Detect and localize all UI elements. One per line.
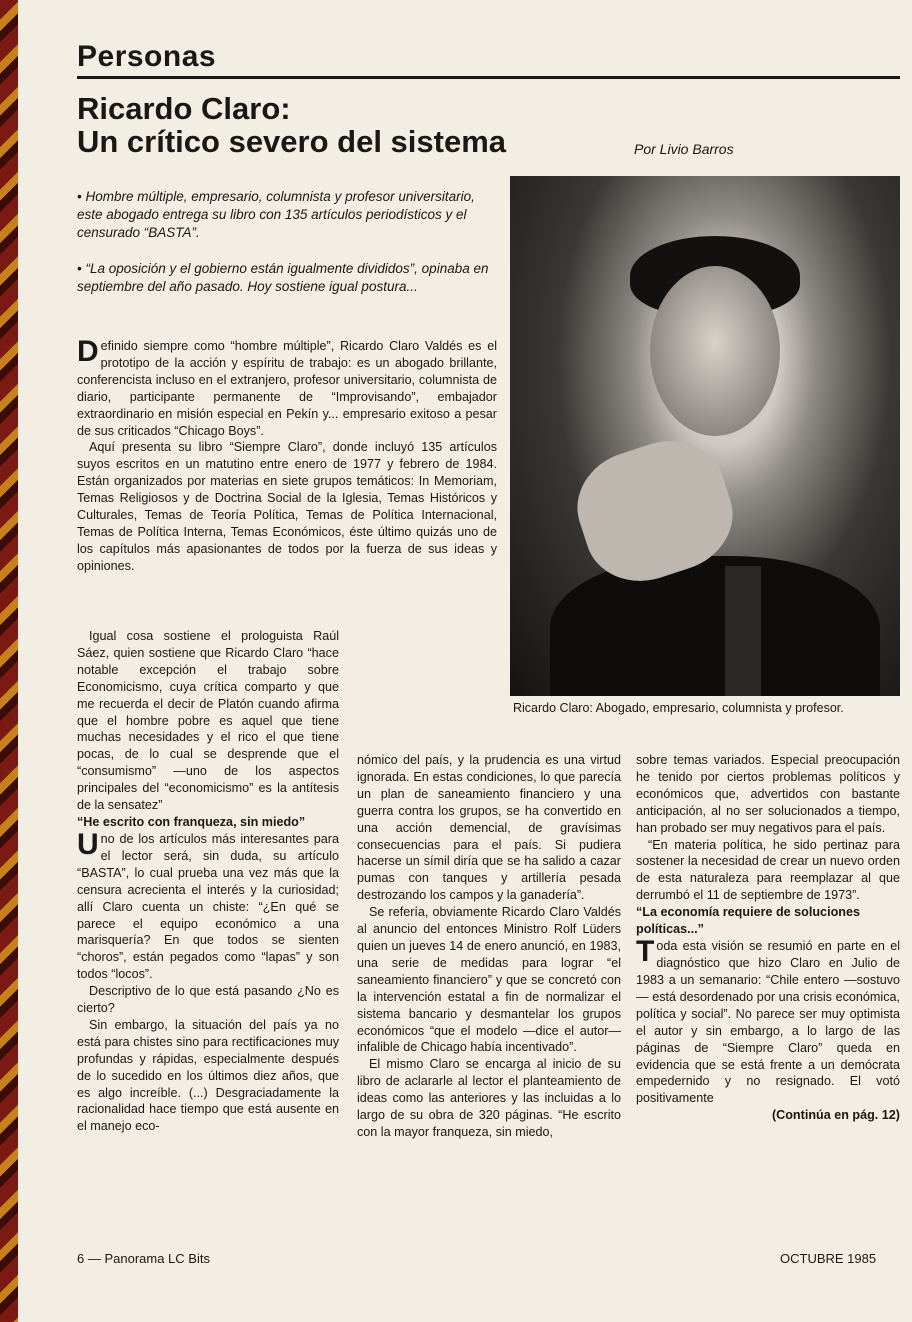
photo-suit [550,556,880,696]
col1-paragraph-5: Descriptivo de lo que está pasando ¿No es cierto? [77,984,339,1016]
column-1-bottom [77,628,339,1135]
article-title [77,92,557,158]
deck-paragraph-2: • “La oposición y el gobierno están igualmente divididos”, opinaba en septiembre del año pasado. Hoy sostiene igual postura... [77,261,489,294]
section-heading: Personas [77,40,217,73]
column-2 [357,752,621,1141]
footer-issue-date: OCTUBRE 1985 [780,1251,877,1266]
col2-paragraph-2: Se refería, obviamente Ricardo Claro Valdés al anuncio del entonces Ministro Rolf Lüders quien un jueves 14 de enero anunció, en 1983, una serie de medidas para lograr “el saneamiento financiero” y que se concretó con la intervención estatal a fin de normalizar el sistema bancario y desmantelar los grupos económicos “que el modelo —dice el autor— infalible de Chicago había incentivado”. [357,905,621,1055]
col3-subheading: “La economía requiere de soluciones políticas...” [636,905,860,937]
col1-paragraph-1: Definido siempre como “hombre múltiple”, Ricardo Claro Valdés es el prototipo de la acción y espíritu de trabajo: es un abogado brillante, conferencista incluso en el extranjero, profesor universitario, columnista de diario, participante permanente de “Improvisando”, embajador extraordinario en misión especial en Pekín y... empresario exitoso a pesar de sus criticados “Chicago Boys”. [77,335,497,438]
col1-paragraph-3: Igual cosa sostiene el prologuista Raúl Sáez, quien sostiene que Ricardo Claro “hace notable excepción el trabajo sobre Economicismo, cuya crítica comparto y que me recuerda el decir de Platón cuando afirma que el hombre pobre es aquel que tiene muchas necesidades y el rico el que tiene pocas, de lo cual se desprende que el “consumismo” —uno de los aspectos principales del “economicismo” es la antítesis de la sensatez” [77,629,339,813]
col1-paragraph-6: Sin embargo, la situación del país ya no está para chistes sino para rectificaciones muy profundas y rápidas, especialmente después de lo sucedido en los últimos diez años, que es algo increíble. (...) Desgraciadamente la racionalidad hace tiempo que está ausente en el manejo eco- [77,1017,339,1134]
photo-face [650,266,780,436]
column-3 [636,752,900,1124]
article-title-line2: Un crítico severo del sistema [77,124,507,159]
col2-paragraph-3: El mismo Claro se encarga al inicio de su libro de aclararle al lector el planteamiento de ideas como las anteriores y las incluidas a lo largo de su obra de 320 páginas. “He escrito con la mayor franqueza, sin miedo, [357,1057,621,1139]
col3-paragraph-1: sobre temas variados. Especial preocupación he tenido por ciertos problemas políticos y económicos que, advertidos con bastante anticipación, al no ser solucionados a tiempo, han probado ser muy negativos para el país. [636,753,900,835]
footer-page-label: 6 — Panorama LC Bits [77,1251,210,1266]
portrait-photo [510,176,900,696]
col3-paragraph-3: Toda esta visión se resumió en parte en el diagnóstico que hizo Claro en Julio de 1983 a un semanario: “Chile entero —sostuvo— está desordenado por una crisis económica, política y social”. No parece ser muy optimista el autor y sin embargo, a lo largo de las páginas de “Siempre Claro” queda en evidencia que se está frente a un demócrata empedernido y no resignado. El votó positivamente [636,935,900,1106]
continued-note: (Continúa en pág. 12) [771,1108,900,1123]
article-title-line1: Ricardo Claro: [77,91,291,126]
deck-paragraph-1: • Hombre múltiple, empresario, columnista y profesor universitario, este abogado entrega su libro con 135 artículos periodísticos y el censurado “BASTA”. [77,189,475,240]
photo-tie [725,566,761,696]
section-rule [77,76,900,79]
column-1-top [77,335,497,575]
byline: Por Livio Barros [634,141,734,157]
magazine-binding-edge [0,0,18,1322]
col3-paragraph-2: “En materia política, he sido pertinaz para sostener la necesidad de crear un nuevo orden de esta naturaleza para reemplazar al que derrumbó el 11 de septiembre de 1973”. [636,837,900,903]
col1-paragraph-2: Aquí presenta su libro “Siempre Claro”, donde incluyó 135 artículos suyos escritos en un matutino entre enero de 1977 y febrero de 1984. Están organizados por materias en siete grupos temáticos: In Memoriam, Temas Religiosos y de Doctrina Social de la Iglesia, Temas Históricos y Culturales, Temas de Teoría Política, Temas de Política Internacional, Temas de Política Interna, Temas Económicos, éste último quizás uno de los capítulos más apasionantes de todos por la fuerza de sus ideas y opiniones. [77,440,497,573]
col1-subheading: “He escrito con franqueza, sin miedo” [77,814,306,829]
col1-paragraph-4: Uno de los artículos más interesantes para el lector será, sin duda, su artículo “BASTA”, lo cual prueba una vez más que la censura acrecienta el interés y la curiosidad; allí Claro cuenta un chiste: “¿En qué se parece el equipo económico a una marisquería? En que todos se sienten “choros”, están pegados como “lapas” y son todos “locos”. [77,827,339,982]
col2-paragraph-1: nómico del país, y la prudencia es una virtud ignorada. En estas condiciones, lo que parecía un plan de saneamiento financiero y una guerra contra los grupos, se ha convertido en una acción demencial, de gravísimas consecuencias para el país. Si pudiera hacerse un símil diría que se ha salido a cazar pumas con tanques y artillería pesada destrozando los campos y la ganadería”. [357,753,621,903]
photo-caption: Ricardo Claro: Abogado, empresario, columnista y profesor. [513,701,844,715]
